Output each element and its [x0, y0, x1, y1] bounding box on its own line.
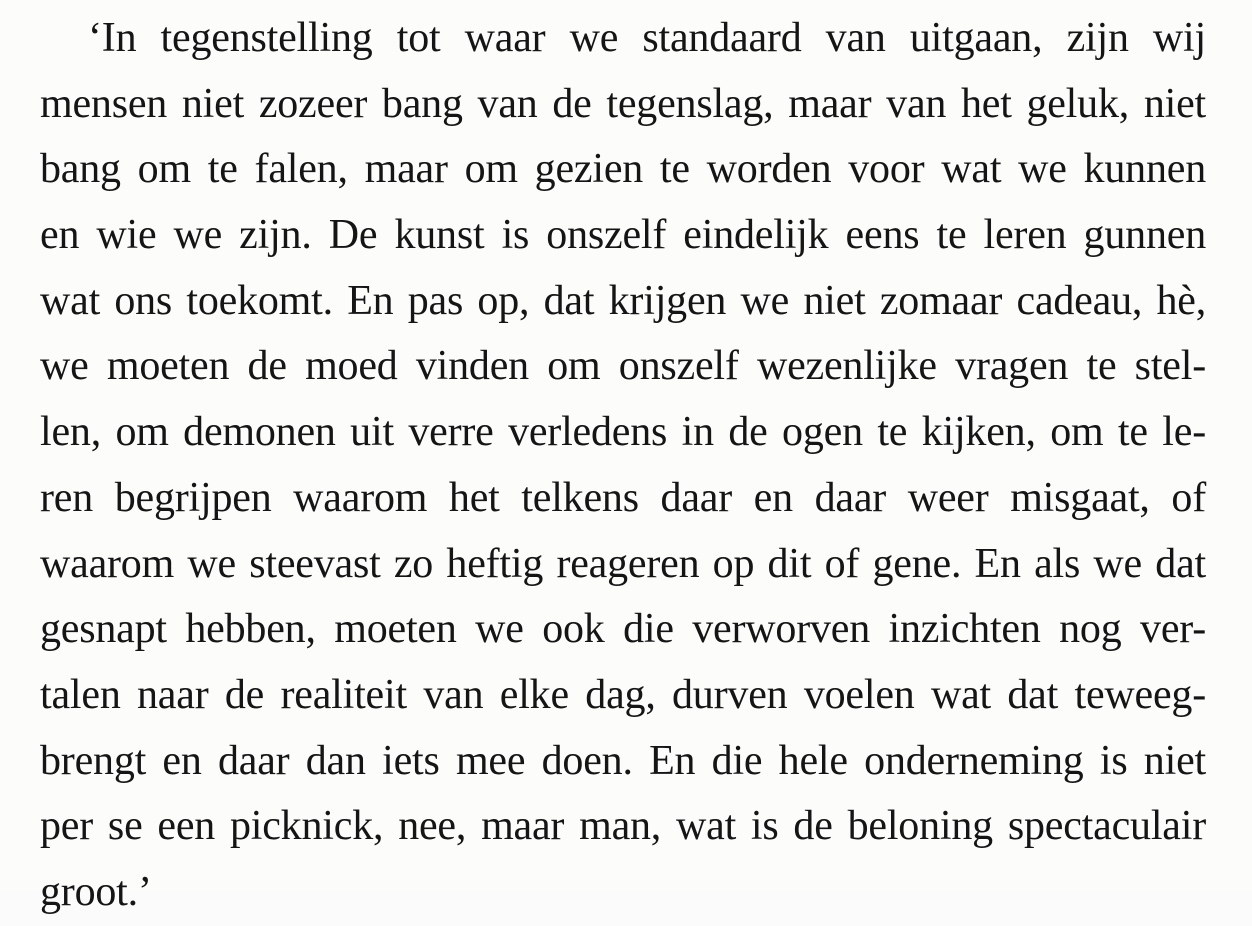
paragraph-line-2: mensen niet zozeer bang van de tegenslag, maar van het geluk, niet	[40, 80, 1206, 127]
paragraph-line-5: wat ons toekomt. En pas op, dat krijgen we niet zomaar cadeau, hè,	[40, 277, 1206, 324]
paragraph-line-9: waarom we steevast zo heftig reageren op dit of gene. En als we dat	[40, 540, 1206, 587]
paragraph-line-10: gesnapt hebben, moeten we ook die verworven inzichten nog ver-	[40, 606, 1206, 653]
paragraph-line-4: en wie we zijn. De kunst is onszelf eindelijk eens te leren gunnen	[40, 212, 1206, 259]
paragraph-line-3: bang om te falen, maar om gezien te worden voor wat we kunnen	[40, 146, 1206, 193]
paragraph-line-13: per se een picknick, nee, maar man, wat is de beloning spectaculair	[40, 803, 1206, 850]
paragraph-line-1: ‘In tegenstelling tot waar we standaard van uitgaan, zijn wij	[88, 15, 1206, 61]
paragraph-line-14: groot.’	[40, 868, 152, 915]
paragraph-line-8: ren begrijpen waarom het telkens daar en daar weer misgaat, of	[40, 474, 1206, 521]
quote-paragraph	[40, 6, 1206, 926]
paragraph-line-11: talen naar de realiteit van elke dag, durven voelen wat dat teweeg-	[40, 671, 1206, 718]
paragraph-line-6: we moeten de moed vinden om onszelf wezenlijke vragen te stel-	[40, 343, 1206, 390]
paragraph-line-7: len, om demonen uit verre verledens in de ogen te kijken, om te le-	[40, 409, 1206, 456]
paragraph-line-12: brengt en daar dan iets mee doen. En die hele onderneming is niet	[40, 737, 1206, 784]
